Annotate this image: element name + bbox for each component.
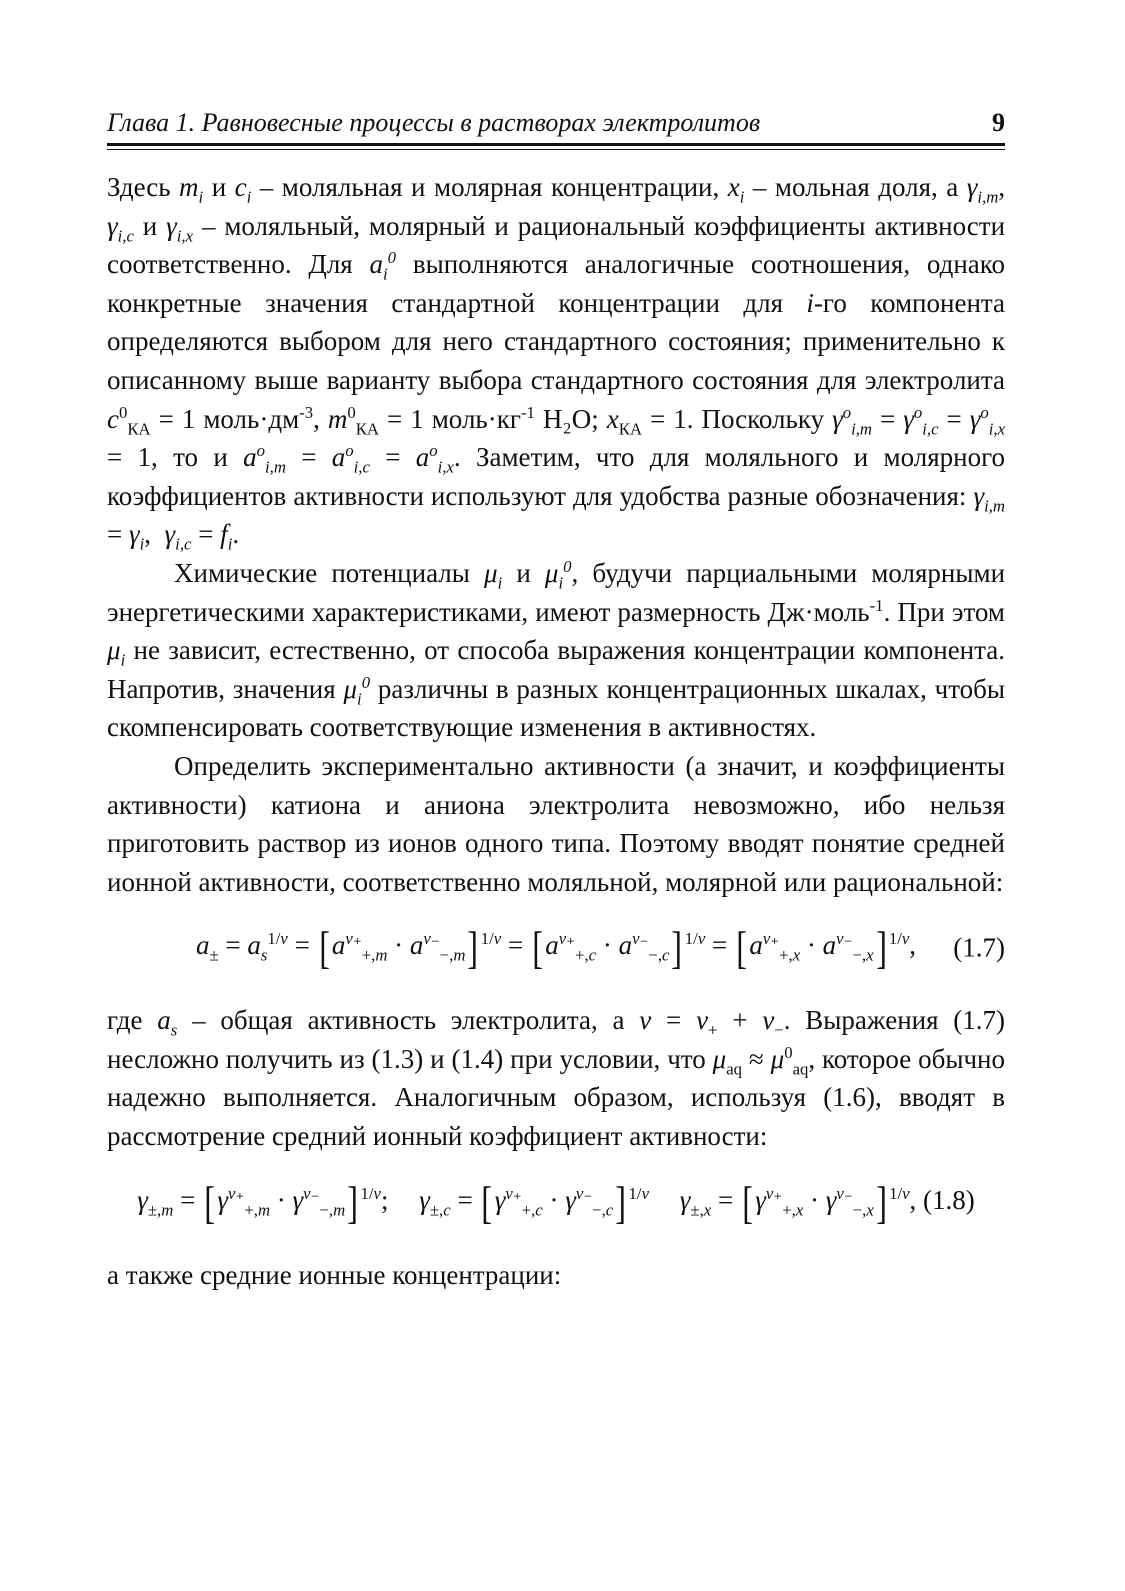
equation-1-8-number: , (1.8) (909, 1184, 975, 1215)
page-number: 9 (992, 108, 1005, 137)
chapter-title: Глава 1. Равновесные процессы в растворах электролитов (107, 108, 761, 137)
equation-1-8-expression: $\gamma_{\pm,m} = [\gamma^{\nu_+}_{+,m} \cdot \gamma^{\nu_-}_{-,m}]$ $^{1/\nu}$; $\gamma_{\pm,c} = [\gamma^{\nu_+}_{+,c} \cdot \gamma^{\nu_-}_{-,c}]$ $^{1/\nu}$ $\gamma_{\pm,x} = [\gamma^{\nu_+}_{+,x} \cdot \gamma^{\nu_-}_{-,x}]$ $^{1/\nu}$, (1.8) (137, 1176, 975, 1228)
equation-1-7-number: (1.7) (953, 932, 1005, 963)
paragraph-5: а также средние ионные концентрации: (107, 1259, 562, 1290)
page-body (107, 168, 1005, 1294)
running-header (107, 108, 1005, 146)
paragraph-2: Химические потенциалы $\mu_i$ и $\mu_i^0$, будучи парциальными молярными энергетическими характеристиками, имеют размерность Дж·моль$^{-1}$. При этом $\mu_i$ не зависит, естественно, от способа выражения концентрации компонента. Напротив, значения $\mu_i^0$ различны в разных концентрационных шкалах, чтобы скомпенсировать соответствующие изменения в активностях. (107, 556, 1006, 743)
paragraph-1: Здесь $m_i$ и $c_i$ – моляльная и молярная концентрации, $x_i$ – мольная доля, а $\gamma_{i,m}$, $\gamma_{i,c}$ и $\gamma_{i,x}$ – моляльный, молярный и рациональный коэффициенты активности соответственно. Для $a_i^0$ выполняются аналогичные соотношения, однако конкретные значения стандартной концентрации для i-го компонента определяются выбором для него стандартного состояния; применительно к описанному выше варианту выбора стандартного состояния для электролита $c^0_{КА} = 1$ $моль\cdot дм^{-3}$, $m^0_{КА} = 1$ $моль\cdot кг^{-1}$ H₂O; $x_{КА} = 1$. Поскольку $\gamma^o_{i,m} = \gamma^o_{i,c} = \gamma^o_{i,x} = 1$, то и $a^o_{i,m} = a^o_{i,c} = a^o_{i,x}$. Заметим, что для моляльного и молярного коэффициентов активности используют для удобства разные обозначения: $\gamma_{i,m} = \gamma_i$, $\gamma_{i,c} = f_i$. (107, 172, 1006, 554)
equation-1-7 (107, 911, 1005, 985)
page (107, 108, 1005, 1294)
equation-1-8 (107, 1166, 1005, 1240)
paragraph-3: Определить экспериментально активности (а значит, и коэффициенты активности) катиона и аниона электролита невозможно, ибо нельзя приготовить раствор из ионов одного типа. Поэтому вводят понятие средней ионной активности, соответственно моляльной, молярной или рациональной: (107, 750, 1005, 897)
equation-1-7-expression: $a_\pm = a_s^{1/\nu} = [a^{\nu_+}_{+,m} \cdot a^{\nu_-}_{-,m}] ^{1/\nu} = [a^{\nu_+}_{+,c} \cdot a^{\nu_-}_{-,c}] ^{1/\nu} = [a^{\nu_+}_{+,x} \cdot a^{\nu_-}_{-,x}]$ $^{1/\nu}$, (195, 922, 917, 974)
paragraph-4: где $a_s$ – общая активность электролита, а $\nu = \nu_+ + \nu_-$. Выражения (1.7) несложно получить из (1.3) и (1.4) при условии, что $\mu_{aq} \approx \mu^0_{aq}$, которое обычно надежно выполняется. Аналогичным образом, используя (1.6), вводят в рассмотрение средний ионный коэффициент активности: (107, 1005, 1006, 1152)
